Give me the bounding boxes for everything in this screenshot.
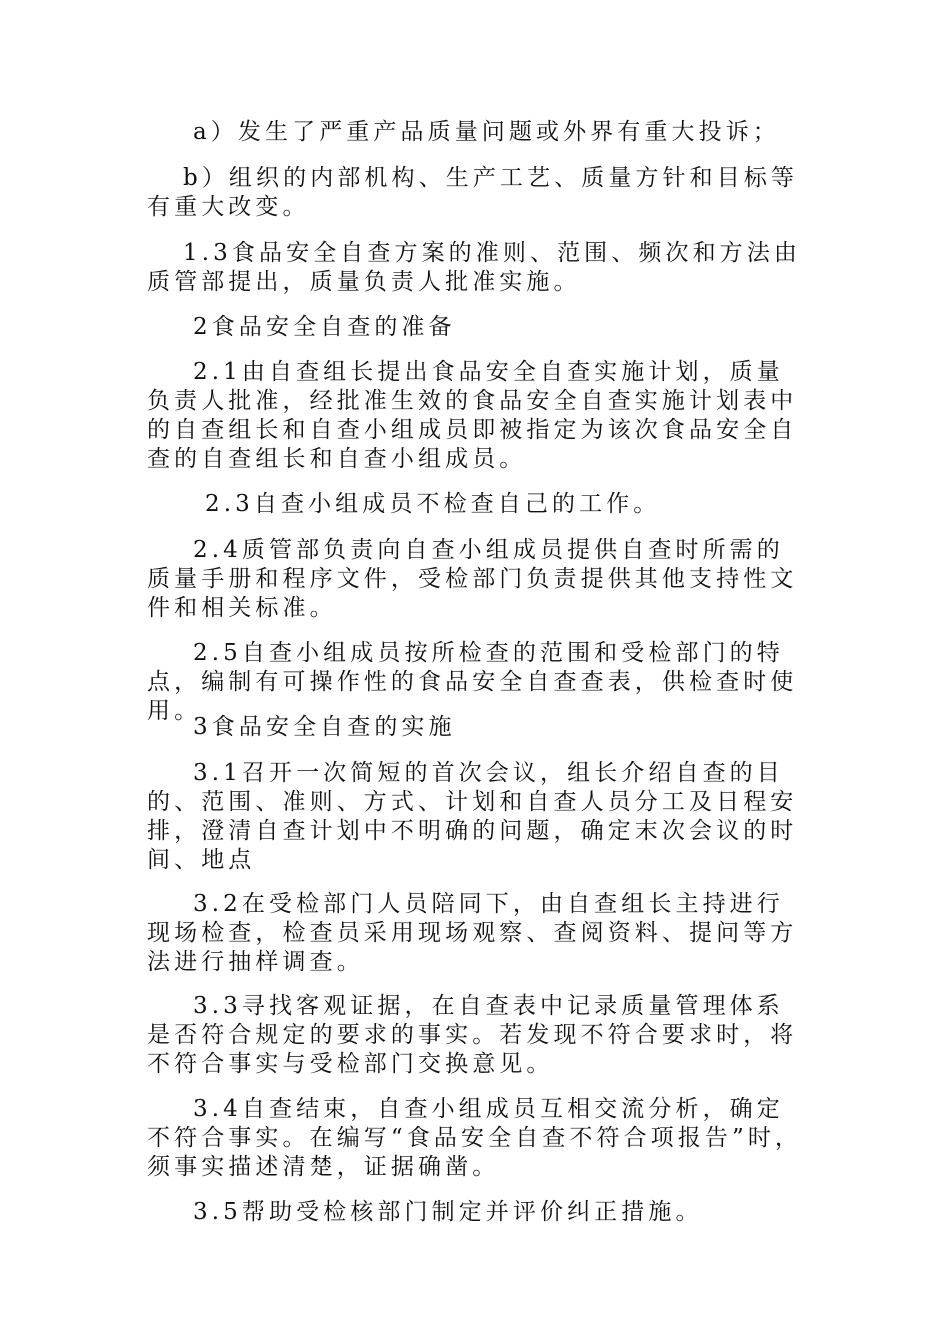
paragraph-2-1: 2.1由自查组长提出食品安全自查实施计划，质量负责人批准，经批准生效的食品安全自查实施计划表中的自查组长和自查小组成员即被指定为该次食品安全自查的自查组长和自查小组成员。 bbox=[147, 359, 798, 472]
paragraph-3-1: 3.1召开一次简短的首次会议，组长介绍自查的目的、范围、准则、方式、计划和自查人员分工及日程安排，澄清自查计划中不明确的问题，确定末次会议的时间、地点 bbox=[147, 760, 798, 873]
paragraph-3-3: 3.3寻找客观证据，在自查表中记录质量管理体系是否符合规定的要求的事实。若发现不符合要求时，将不符合事实与受检部门交换意见。 bbox=[147, 993, 798, 1077]
paragraph-3-2: 3.2在受检部门人员陪同下，由自查组长主持进行现场检查，检查员采用现场观察、查阅资料、提问等方法进行抽样调查。 bbox=[147, 891, 798, 975]
paragraph-b: b）组织的内部机构、生产工艺、质量方针和目标等有重大改变。 bbox=[147, 165, 799, 220]
paragraph-2-4: 2.4质管部负责向自查小组成员提供自查时所需的质量手册和程序文件，受检部门负责提供其他支持性文件和相关标准。 bbox=[147, 537, 798, 621]
paragraph-2-5: 2.5自查小组成员按所检查的范围和受检部门的特点，编制有可操作性的食品安全自查查表，供检查时使用。 bbox=[147, 640, 798, 724]
paragraph-3-5: 3.5帮助受检核部门制定并评价纠正措施。 bbox=[193, 1199, 703, 1225]
paragraph-3-4: 3.4自查结束，自查小组成员互相交流分析，确定不符合事实。在编写“食品安全自查不符合项报告”时，须事实描述清楚，证据确凿。 bbox=[147, 1096, 803, 1180]
section-heading-3: 3食品安全自查的实施 bbox=[193, 714, 456, 740]
section-heading-2: 2食品安全自查的准备 bbox=[193, 314, 456, 340]
paragraph-1-3: 1.3食品安全自查方案的准则、范围、频次和方法由质管部提出，质量负责人批准实施。 bbox=[147, 240, 801, 295]
paragraph-2-3: 2.3自查小组成员不检查自己的工作。 bbox=[205, 491, 661, 517]
paragraph-a: a）发生了严重产品质量问题或外界有重大投诉； bbox=[193, 119, 780, 145]
